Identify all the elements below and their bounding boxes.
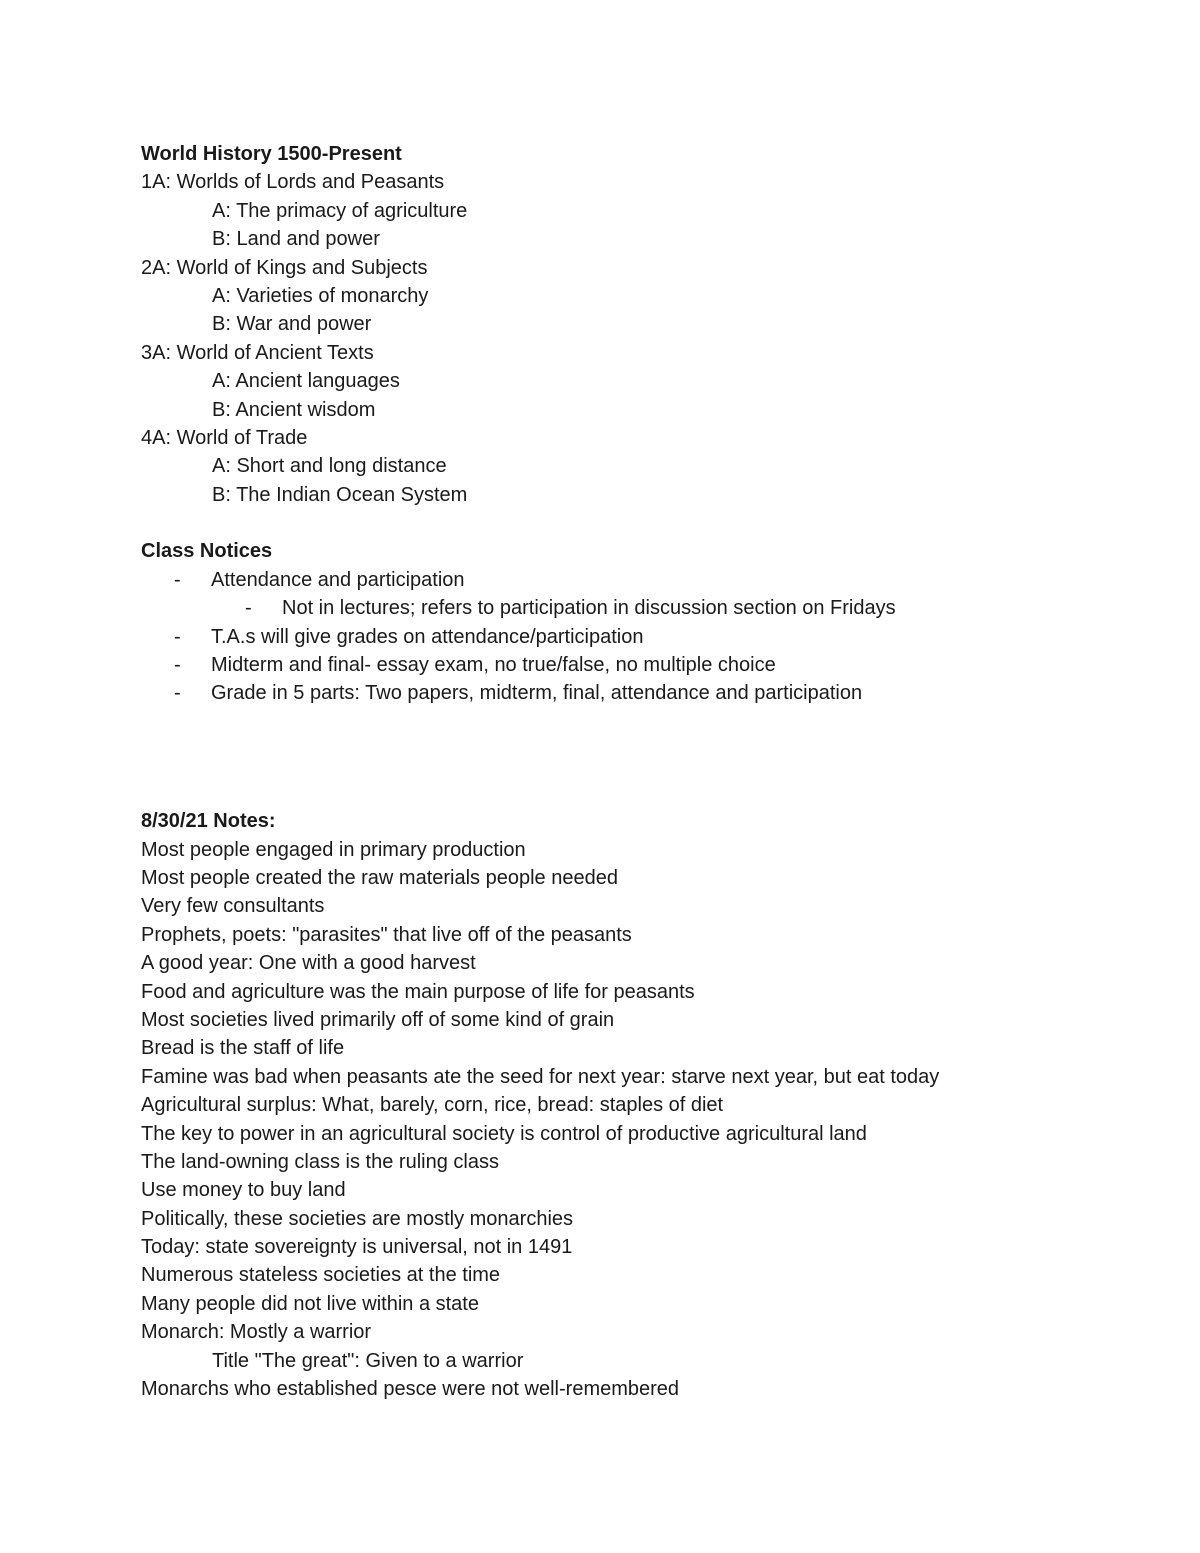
outline-heading: 4A: World of Trade [141,426,308,449]
note-line: Food and agriculture was the main purpose of life for peasants [141,980,695,1003]
bullet-item [141,651,1141,679]
note-line: Today: state sovereignty is universal, not in 1491 [141,1236,573,1259]
note-line: Bread is the staff of life [141,1037,345,1060]
note-line: The key to power in an agricultural society is control of productive agricultural land [141,1122,867,1145]
note-line: Numerous stateless societies at the time [141,1264,501,1287]
outline-heading: 3A: World of Ancient Texts [141,341,374,364]
outline-subitem: B: Ancient wisdom [212,398,376,421]
class-notices-section [141,537,1141,707]
note-subline: Title "The great": Given to a warrior [212,1349,524,1372]
bullet-dash: - [174,654,181,677]
outline-heading: 1A: Worlds of Lords and Peasants [141,171,445,194]
note-line: Most people engaged in primary production [141,838,526,861]
note-line: Monarch: Mostly a warrior [141,1321,372,1344]
spacer [141,509,1141,537]
notes-title: 8/30/21 Notes: [141,810,276,833]
bullet-dash: - [245,597,252,620]
note-line: Famine was bad when peasants ate the seed for next year: starve next year, but eat today [141,1065,940,1088]
outline-subitem: A: Varieties of monarchy [212,284,429,307]
outline-subitem: B: The Indian Ocean System [212,483,468,506]
note-line: Most people created the raw materials people needed [141,866,618,889]
outline-subitem: A: Ancient languages [212,370,400,393]
class-notices-title: Class Notices [141,540,273,563]
bullet-text: Midterm and final- essay exam, no true/false, no multiple choice [211,654,776,677]
outline-heading: 2A: World of Kings and Subjects [141,256,428,279]
outline-subitem: B: War and power [212,313,372,336]
outline-subitem: A: Short and long distance [212,455,447,478]
note-line: Very few consultants [141,895,325,918]
document-page [141,140,1141,1403]
spacer [141,779,1141,807]
spacer [141,708,1141,779]
notes-section [141,807,1141,1403]
bullet-item [141,623,1141,651]
bullet-text: Grade in 5 parts: Two papers, midterm, final, attendance and participation [211,682,863,705]
note-line: Monarchs who established pesce were not well-remembered [141,1378,680,1401]
note-line: The land-owning class is the ruling class [141,1150,499,1173]
outline-section [141,168,1141,509]
bullet-dash: - [174,682,181,705]
bullet-dash: - [174,625,181,648]
bullet-item [141,566,1141,594]
document-title: World History 1500-Present [141,143,402,165]
note-line: Agricultural surplus: What, barely, corn, rice, bread: staples of diet [141,1094,724,1117]
outline-subitem: B: Land and power [212,228,380,251]
bullet-text: T.A.s will give grades on attendance/participation [211,625,644,648]
sub-bullet-item [141,594,1141,622]
note-line: Prophets, poets: "parasites" that live off of the peasants [141,923,632,946]
bullet-text: Not in lectures; refers to participation in discussion section on Fridays [282,597,896,620]
note-line: Use money to buy land [141,1179,346,1202]
bullet-text: Attendance and participation [211,568,465,591]
bullet-dash: - [174,568,181,591]
note-line: A good year: One with a good harvest [141,952,476,975]
note-line: Many people did not live within a state [141,1292,479,1315]
bullet-item [141,679,1141,707]
note-line: Most societies lived primarily off of some kind of grain [141,1008,615,1031]
outline-subitem: A: The primacy of agriculture [212,199,468,222]
note-line: Politically, these societies are mostly monarchies [141,1207,574,1230]
